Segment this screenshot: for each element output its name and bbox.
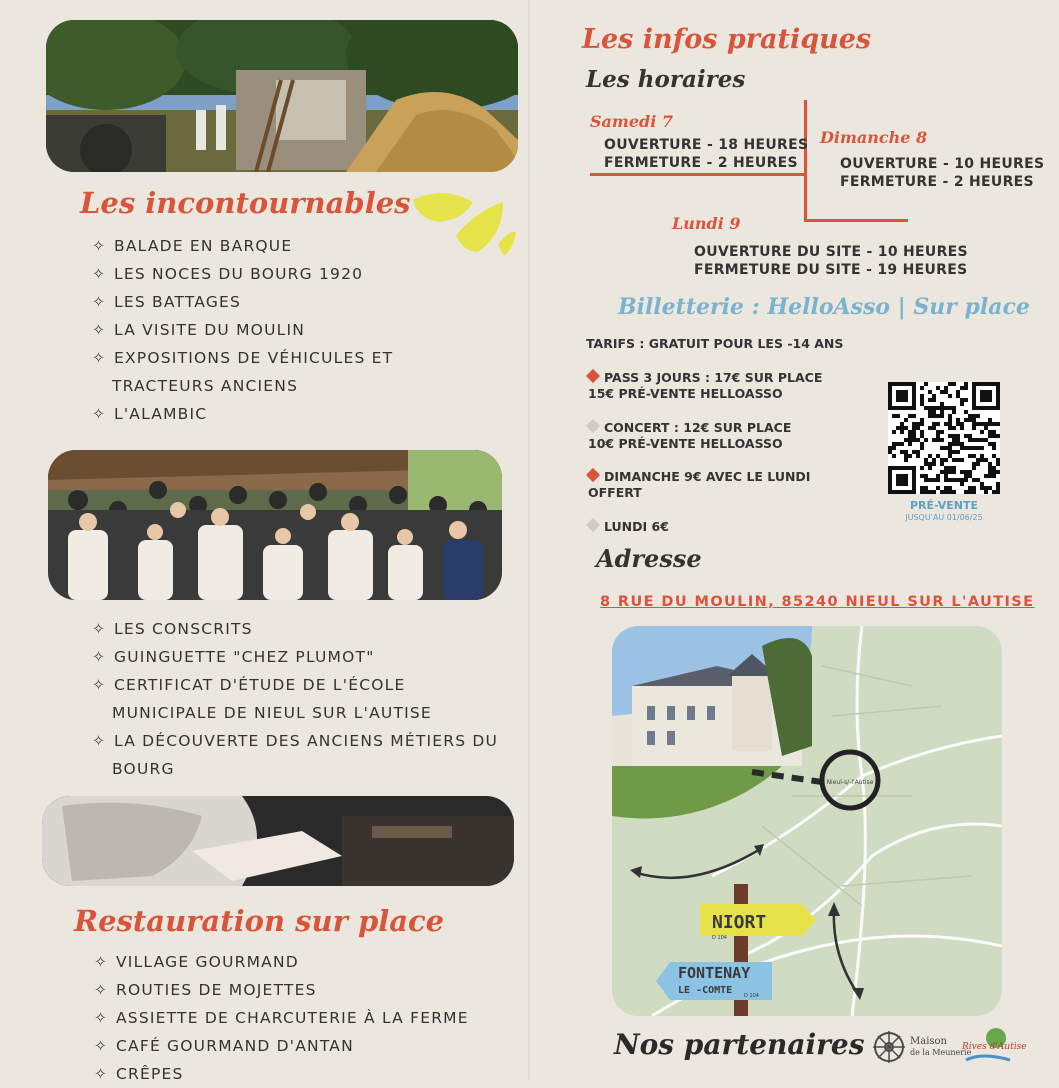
list-item: ✧ BALADE EN BARQUE (92, 232, 393, 260)
ticket-icon (586, 468, 600, 482)
diamond-bullet-icon: ✧ (92, 648, 107, 666)
qr-label: PRÉ-VENTE (909, 499, 979, 512)
incontournables-title: Les incontournables (80, 186, 411, 220)
samedi-hours (604, 136, 808, 172)
diamond-bullet-icon: ✧ (92, 405, 107, 423)
adresse-title: Adresse (596, 544, 702, 573)
map-block (612, 626, 1002, 1016)
schedule-divider (590, 173, 806, 176)
list-item: ✧ ASSIETTE DE CHARCUTERIE À LA FERME (94, 1004, 469, 1032)
diamond-bullet-icon: ✧ (92, 265, 107, 283)
sign-fontenay-1: FONTENAY (678, 964, 751, 982)
diamond-bullet-icon: ✧ (92, 293, 107, 311)
diamond-bullet-icon: ✧ (92, 349, 107, 367)
list-item: ✧ ROUTIES DE MOJETTES (94, 976, 469, 1004)
list-item: ✧ CERTIFICAT D'ÉTUDE DE L'ÉCOLE (92, 671, 498, 699)
diamond-bullet-icon: ✧ (92, 321, 107, 339)
list-item: ✧ LA DÉCOUVERTE DES ANCIENS MÉTIERS DU (92, 727, 498, 755)
incontournables-list (92, 232, 393, 428)
sign-niort: NIORT (712, 912, 767, 933)
list-item: ✧ CRÊPES (94, 1060, 469, 1088)
fold-line (528, 0, 530, 1080)
photo-wedding-group (48, 450, 502, 600)
diamond-bullet-icon: ✧ (92, 237, 107, 255)
lundi-price: LUNDI 6€ (588, 519, 669, 535)
list-item: ✧ LA VISITE DU MOULIN (92, 316, 393, 344)
diamond-bullet-icon: ✧ (94, 953, 109, 971)
photo-school-desk (42, 796, 514, 886)
ticket-icon (586, 518, 600, 532)
lundi-open: OUVERTURE DU SITE - 10 HEURES (694, 244, 968, 260)
partenaires-title: Nos partenaires (614, 1028, 865, 1061)
dimanche-close: FERMETURE - 2 HEURES (840, 174, 1034, 190)
qr-code[interactable] (888, 382, 1000, 494)
list-item: ✧ LES NOCES DU BOURG 1920 (92, 260, 393, 288)
dimanche-open: OUVERTURE - 10 HEURES (840, 156, 1045, 172)
samedi-open: OUVERTURE - 18 HEURES (604, 137, 809, 153)
dimanche-price: DIMANCHE 9€ AVEC LE LUNDI OFFERT (588, 469, 810, 501)
qr-sublabel: JUSQU'AU 01/06/25 (905, 513, 983, 522)
partner-maison-meunerie: Maison de la Meunerie (910, 1036, 972, 1057)
list-item: ✧ LES CONSCRITS (92, 615, 498, 643)
photo-threshing (46, 20, 518, 172)
samedi-label: Samedi 7 (590, 112, 673, 131)
list-item: ✧ LES BATTAGES (92, 288, 393, 316)
pass-price: PASS 3 JOURS : 17€ SUR PLACE 15€ PRÉ-VENTE HELLOASSO (588, 370, 822, 402)
sun-splash-icon (408, 180, 518, 260)
sign-fontenay-2: LE -COMTE (678, 985, 733, 996)
sign-fontenay-road: D 104 (744, 993, 759, 999)
partner-rives-autise: Rives d'Autise (962, 1026, 1014, 1070)
diamond-bullet-icon: ✧ (94, 981, 109, 999)
address-text: 8 RUE DU MOULIN, 85240 NIEUL SUR L'AUTISE (600, 594, 1035, 610)
list-item: TRACTEURS ANCIENS (112, 377, 299, 395)
lundi-hours (694, 243, 968, 279)
list-item: BOURG (112, 760, 175, 778)
list-item: ✧ GUINGUETTE "CHEZ PLUMOT" (92, 643, 498, 671)
list-item: ✧ VILLAGE GOURMAND (94, 948, 469, 976)
dimanche-label: Dimanche 8 (820, 128, 928, 147)
diamond-bullet-icon: ✧ (92, 676, 107, 694)
list-item: MUNICIPALE DE NIEUL SUR L'AUTISE (112, 704, 432, 722)
lundi-close: FERMETURE DU SITE - 19 HEURES (694, 262, 968, 278)
ticket-icon (586, 419, 600, 433)
diamond-bullet-icon: ✧ (92, 620, 107, 638)
horaires-title: Les horaires (586, 66, 746, 93)
samedi-close: FERMETURE - 2 HEURES (604, 155, 798, 171)
diamond-bullet-icon: ✧ (94, 1037, 109, 1055)
lundi-label: Lundi 9 (672, 214, 741, 233)
diamond-bullet-icon: ✧ (94, 1065, 109, 1083)
list-item: ✧ EXPOSITIONS DE VÉHICULES ET (92, 344, 393, 372)
schedule-divider (804, 219, 908, 222)
concert-price: CONCERT : 12€ SUR PLACE 10€ PRÉ-VENTE HELLOASSO (588, 420, 791, 452)
dimanche-hours (840, 155, 1044, 191)
activities-list (92, 615, 498, 783)
list-item: ✧ L'ALAMBIC (92, 400, 393, 428)
billetterie-title: Billetterie : HelloAsso | Sur place (618, 294, 1030, 320)
restauration-title: Restauration sur place (74, 904, 445, 938)
sign-niort-road: D 104 (712, 935, 727, 941)
list-item: ✧ CAFÉ GOURMAND D'ANTAN (94, 1032, 469, 1060)
infos-pratiques-title: Les infos pratiques (582, 24, 872, 55)
diamond-bullet-icon: ✧ (92, 732, 107, 750)
map-town-label: Nieul-s/-l'Autise (826, 779, 874, 786)
restauration-list (94, 948, 469, 1088)
tarifs-text: TARIFS : GRATUIT POUR LES -14 ANS (586, 336, 844, 351)
diamond-bullet-icon: ✧ (94, 1009, 109, 1027)
ticket-icon (586, 369, 600, 383)
mill-wheel-icon (872, 1030, 906, 1064)
